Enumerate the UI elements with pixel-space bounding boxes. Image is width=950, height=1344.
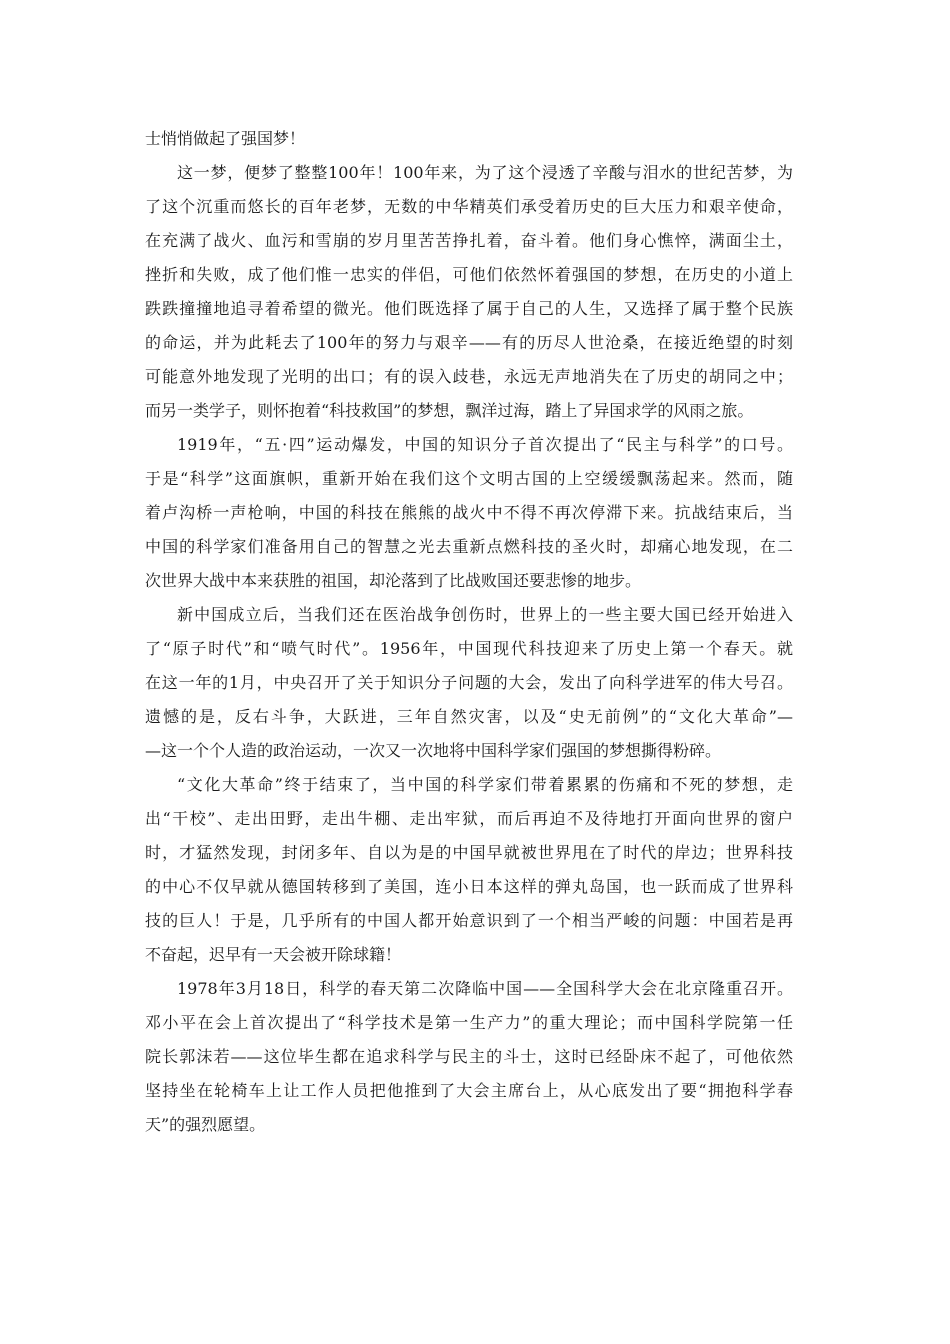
text-line: 的命运，并为此耗去了100年的努力与艰辛——有的历尽人世沧桑，在接近绝望的时刻: [145, 333, 793, 352]
text-line: 着卢沟桥一声枪响，中国的科技在熊熊的战火中不得不再次停滞下来。抗战结束后，当: [145, 503, 793, 522]
paragraph: [145, 972, 793, 1142]
text-line: —这一个个人造的政治运动，一次又一次地将中国科学家们强国的梦想撕得粉碎。: [145, 741, 722, 760]
text-line: 在充满了战火、血污和雪崩的岁月里苦苦挣扎着，奋斗着。他们身心憔悴，满面尘土，: [145, 231, 793, 250]
text-line: 遗憾的是，反右斗争，大跃进，三年自然灾害，以及“史无前例”的“文化大革命”—: [145, 707, 793, 726]
text-line: 1978年3月18日，科学的春天第二次降临中国——全国科学大会在北京隆重召开。: [177, 979, 793, 998]
text-line: 了“原子时代”和“喷气时代”。1956年，中国现代科技迎来了历史上第一个春天。就: [145, 639, 793, 658]
paragraph: [145, 768, 793, 972]
text-line: 邓小平在会上首次提出了“科学技术是第一生产力”的重大理论；而中国科学院第一任: [145, 1013, 793, 1032]
text-line: 跌跌撞撞地追寻着希望的微光。他们既选择了属于自己的人生，又选择了属于整个民族: [145, 299, 793, 318]
text-line: 中国的科学家们准备用自己的智慧之光去重新点燃科技的圣火时，却痛心地发现，在二: [145, 537, 793, 556]
text-line: 新中国成立后，当我们还在医治战争创伤时，世界上的一些主要大国已经开始进入: [177, 605, 793, 624]
text-line: “文化大革命”终于结束了，当中国的科学家们带着累累的伤痛和不死的梦想，走: [177, 775, 793, 794]
text-line: 士悄悄做起了强国梦！: [145, 129, 306, 148]
paragraph: [145, 598, 793, 768]
text-line: 这一梦，便梦了整整100年！100年来，为了这个浸透了辛酸与泪水的世纪苦梦，为: [177, 163, 793, 182]
text-line: 了这个沉重而悠长的百年老梦，无数的中华精英们承受着历史的巨大压力和艰辛使命，: [145, 197, 793, 216]
paragraph: [145, 156, 793, 428]
text-line: 坚持坐在轮椅车上让工作人员把他推到了大会主席台上，从心底发出了要“拥抱科学春: [145, 1081, 793, 1100]
text-line: 于是“科学”这面旗帜，重新开始在我们这个文明古国的上空缓缓飘荡起来。然而，随: [145, 469, 793, 488]
text-line: 1919年，“五·四”运动爆发，中国的知识分子首次提出了“民主与科学”的口号。: [177, 435, 793, 454]
text-line: 而另一类学子，则怀抱着“科技救国”的梦想，飘洋过海，踏上了异国求学的风雨之旅。: [145, 401, 754, 420]
text-line: 出“干校”、走出田野，走出牛棚、走出牢狱，而后再迫不及待地打开面向世界的窗户: [145, 809, 793, 828]
text-line: 天”的强烈愿望。: [145, 1115, 266, 1134]
text-line: 不奋起，迟早有一天会被开除球籍！: [145, 945, 402, 964]
document-body: [145, 122, 793, 1142]
text-line: 技的巨人！于是，几乎所有的中国人都开始意识到了一个相当严峻的问题：中国若是再: [145, 911, 793, 930]
text-line: 院长郭沫若——这位毕生都在追求科学与民主的斗士，这时已经卧床不起了，可他依然: [145, 1047, 793, 1066]
text-line: 的中心不仅早就从德国转移到了美国，连小日本这样的弹丸岛国，也一跃而成了世界科: [145, 877, 793, 896]
text-line: 挫折和失败，成了他们惟一忠实的伴侣，可他们依然怀着强国的梦想，在历史的小道上: [145, 265, 793, 284]
text-line: 可能意外地发现了光明的出口；有的误入歧巷，永远无声地消失在了历史的胡同之中；: [145, 367, 793, 386]
text-line: 次世界大战中本来获胜的祖国，却沦落到了比战败国还要悲惨的地步。: [145, 571, 642, 590]
paragraph: [145, 428, 793, 598]
text-line: 在这一年的1月，中央召开了关于知识分子问题的大会，发出了向科学进军的伟大号召。: [145, 673, 793, 692]
text-line: 时，才猛然发现，封闭多年、自以为是的中国早就被世界甩在了时代的岸边；世界科技: [145, 843, 793, 862]
paragraph: [145, 122, 793, 156]
